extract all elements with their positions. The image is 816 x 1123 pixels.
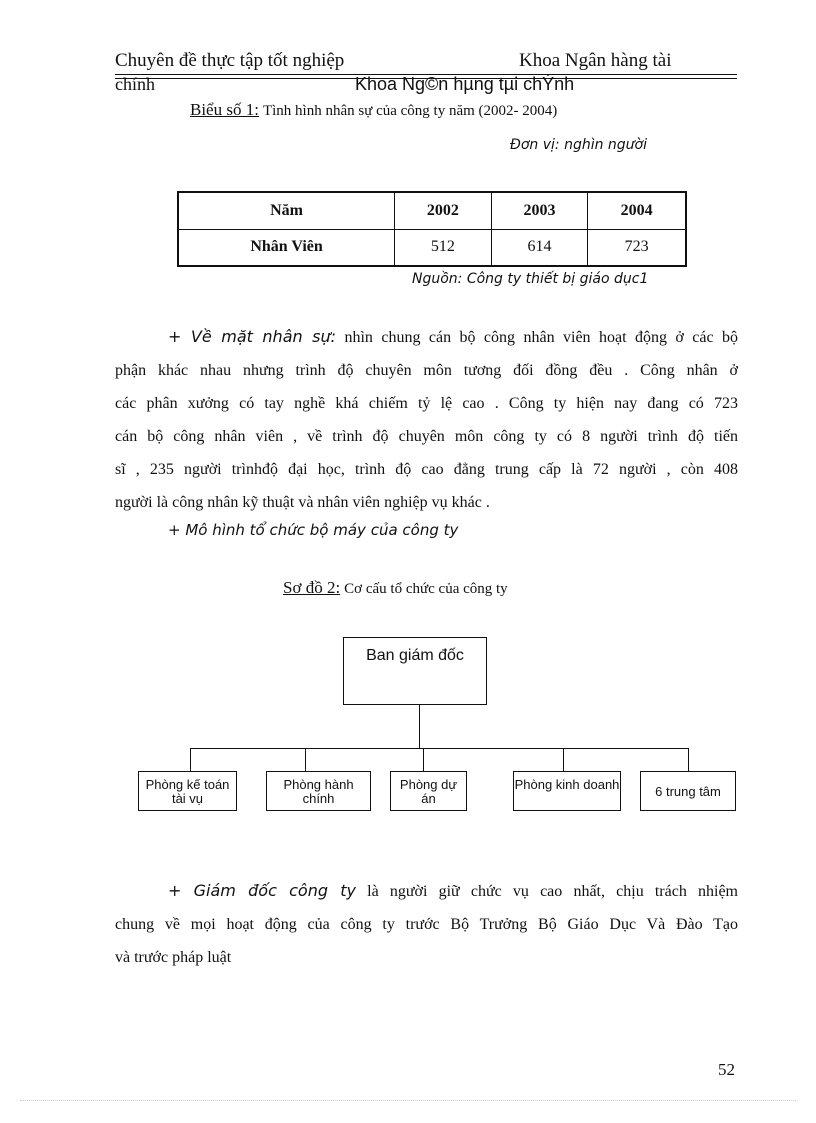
table-caption-text: Tình hình nhân sự của công ty năm (2002- 2004)	[262, 103, 558, 119]
paragraph-staff	[115, 320, 738, 519]
diagram-caption	[283, 578, 508, 598]
table-cell: Năm	[178, 192, 395, 229]
paragraph-line: + Về mặt nhân sự: nhìn chung cán bộ công nhân viên hoạt động ở các bộ	[168, 327, 739, 346]
paragraph-director	[115, 874, 738, 974]
org-connector	[688, 748, 689, 771]
paragraph-line: trực thuộc công ty.	[115, 850, 738, 867]
model-heading: + Mô hình tổ chức bộ máy của công ty	[168, 521, 459, 539]
table-caption-label: Biểu số 1:	[190, 100, 259, 119]
table-caption	[190, 100, 557, 120]
page-bottom-rule	[20, 1100, 796, 1101]
org-connector	[419, 705, 420, 748]
paragraph-line: * Ban giám đốc gồm: Giám đốc , Phó giám đốc, Trưởng các đơn vị	[168, 815, 738, 834]
header-wrap: chính	[115, 74, 155, 94]
diagram-caption-label: Sơ đồ 2:	[283, 578, 341, 597]
paragraph-lead: + Về mặt nhân sự:	[168, 327, 337, 346]
org-box-department: Phòng kinh doanh	[513, 771, 621, 811]
paragraph-line: phận khác nhau nhưng trình độ chuyên môn tương đối đồng đều . Công nhân ở	[115, 362, 738, 379]
diagram-caption-text: Cơ cấu tổ chức của công ty	[344, 581, 508, 597]
paragraph-board	[115, 808, 738, 875]
org-box-department: Phòng dự án	[390, 771, 467, 811]
paragraph-line: các phân xưởng có tay nghề khá chiếm tỷ lệ cao . Công ty hiện nay đang có 723	[115, 395, 738, 412]
unit-note: Đơn vị: nghìn người	[510, 137, 648, 153]
table-cell: 2004	[588, 192, 686, 229]
org-box-department: Phòng kế toán tài vụ	[138, 771, 237, 811]
org-box-department: Phòng hành chính	[266, 771, 371, 811]
paragraph-line: và trước pháp luật	[115, 949, 232, 966]
paragraph-lead: + Giám đốc công ty	[168, 881, 356, 900]
paragraph-line: sĩ , 235 người trìnhđộ đại học, trình độ cao đẳng trung cấp là 72 người , còn 408	[115, 461, 738, 478]
header-right: Khoa Ngân hàng tài	[519, 50, 672, 71]
table-cell: Nhân Viên	[178, 229, 395, 266]
table-cell: 723	[588, 229, 686, 266]
table-row	[178, 192, 686, 229]
org-box-department: 6 trung tâm	[640, 771, 736, 811]
page-number: 52	[718, 1060, 735, 1079]
table-cell: 2003	[491, 192, 588, 229]
org-connector	[190, 748, 689, 749]
table-cell: 614	[491, 229, 588, 266]
org-connector	[563, 748, 564, 771]
table-cell: 512	[395, 229, 492, 266]
header-left: Chuyên đề thực tập tốt nghiệp	[115, 50, 345, 71]
org-connector	[305, 748, 306, 771]
paragraph-line: chung về mọi hoạt động của công ty trước Bộ Trưởng Bộ Giáo Dục Và Đào Tạo	[115, 916, 738, 933]
org-connector	[423, 748, 424, 771]
header-garbled: Khoa Ng©n hµng tµi chÝnh	[355, 74, 575, 94]
paragraph-line: người là công nhân kỹ thuật và nhân viên nghiệp vụ khác .	[115, 494, 490, 511]
source-note: Nguồn: Công ty thiết bị giáo dục1	[412, 271, 649, 287]
table-row	[178, 229, 686, 266]
paragraph-line: + Giám đốc công ty là người giữ chức vụ cao nhất, chịu trách nhiệm	[168, 881, 738, 900]
org-box-top: Ban giám đốc	[343, 637, 487, 705]
staff-table	[177, 191, 687, 267]
table-cell: 2002	[395, 192, 492, 229]
org-connector	[190, 748, 191, 771]
paragraph-lead: * Ban giám đốc	[168, 815, 308, 834]
paragraph-line: cán bộ công nhân viên , về trình độ chuyên môn công ty có 8 người trình độ tiến	[115, 428, 738, 445]
